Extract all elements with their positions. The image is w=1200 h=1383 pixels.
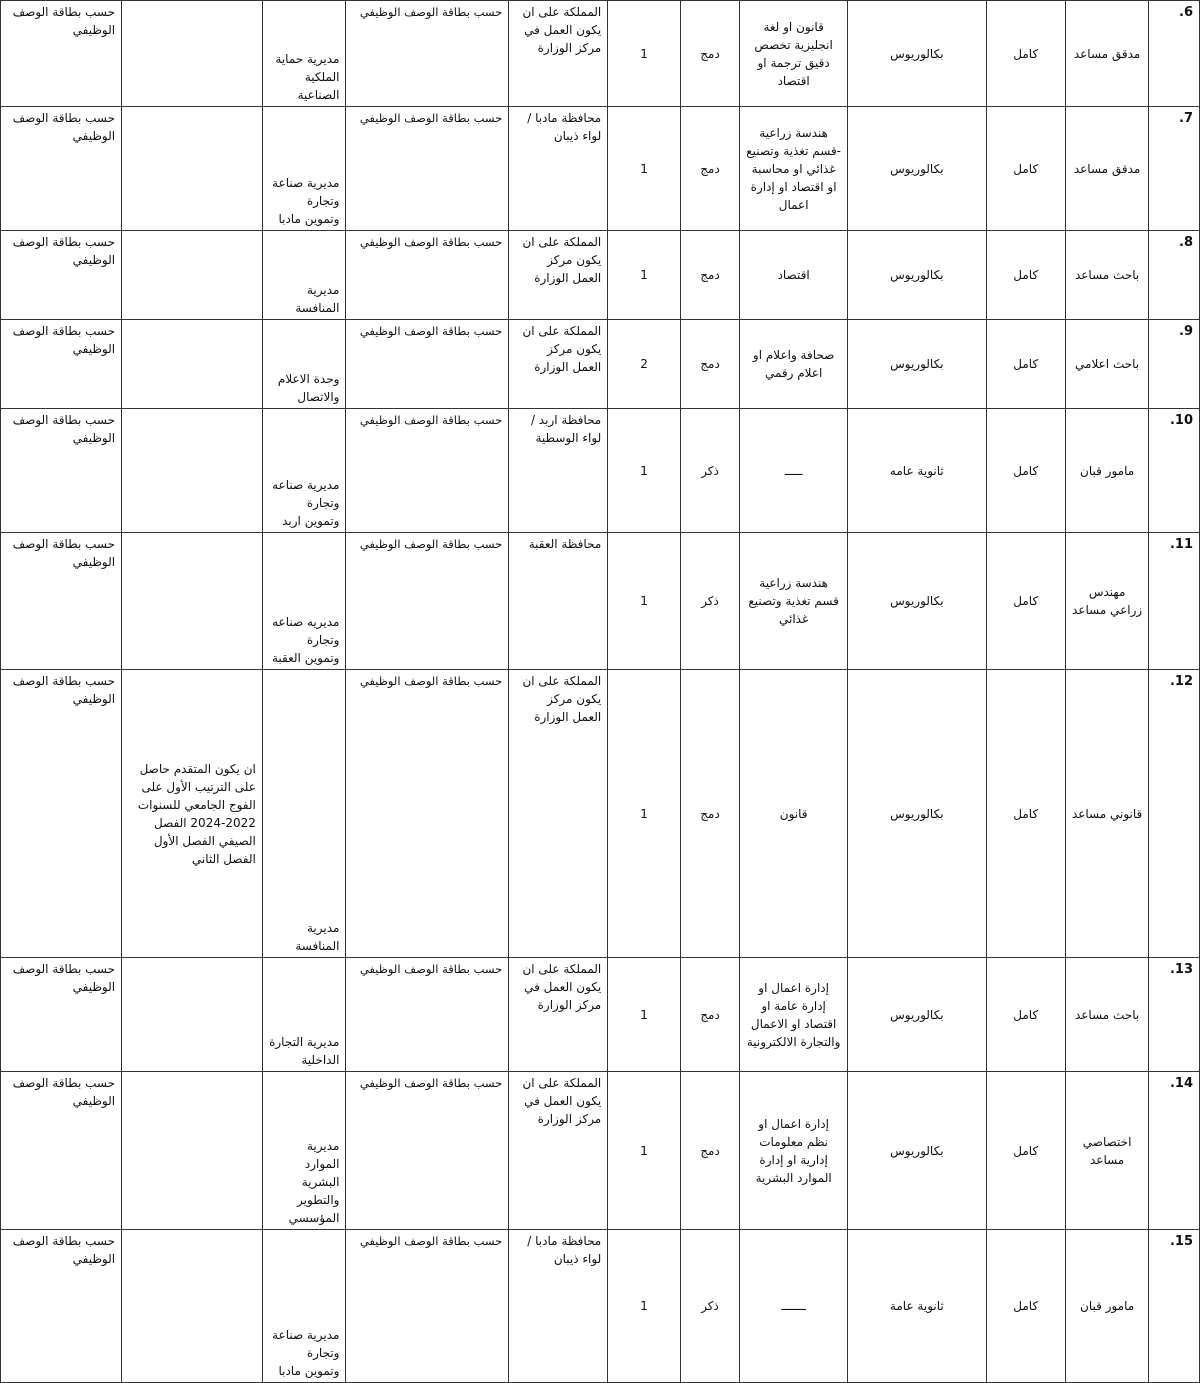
cell-directorate: مديرية صناعة وتجارة وتموين مادبا	[262, 107, 346, 231]
cell-conditions: حسب بطاقة الوصف الوظيفي	[346, 1, 509, 107]
cell-count: 1	[608, 1, 681, 107]
cell-count: 1	[608, 409, 681, 533]
cell-directorate: مديرية المنافسة	[262, 670, 346, 958]
cell-degree: بكالوريوس	[848, 533, 987, 670]
cell-tasks: حسب بطاقة الوصف الوظيفي	[1, 958, 122, 1072]
cell-tasks: حسب بطاقة الوصف الوظيفي	[1, 670, 122, 958]
cell-tasks: حسب بطاقة الوصف الوظيفي	[1, 1072, 122, 1230]
cell-location: المملكة على ان يكون مركز العمل الوزارة	[509, 670, 608, 958]
table-body	[1, 1, 1200, 1383]
cell-count: 1	[608, 1230, 681, 1383]
table-row	[1, 320, 1200, 409]
cell-title: مهندس زراعي مساعد	[1065, 533, 1149, 670]
cell-num: 14.	[1149, 1072, 1200, 1230]
cell-tasks: حسب بطاقة الوصف الوظيفي	[1, 231, 122, 320]
cell-gender: دمج	[680, 231, 739, 320]
cell-notes: ان يكون المتقدم حاصل على الترتيب الأول على الفوج الجامعي للسنوات 2022-2024 الفصل الصيفي الفصل الأول الفصل الثاني	[122, 670, 263, 958]
cell-conditions: حسب بطاقة الوصف الوظيفي	[346, 958, 509, 1072]
cell-degree: بكالوريوس	[848, 231, 987, 320]
cell-count: 2	[608, 320, 681, 409]
cell-conditions: حسب بطاقة الوصف الوظيفي	[346, 320, 509, 409]
table-row	[1, 231, 1200, 320]
cell-notes	[122, 1230, 263, 1383]
cell-location: المملكة على ان يكون العمل في مركز الوزارة	[509, 958, 608, 1072]
cell-major: صحافة واعلام او اعلام رقمي	[740, 320, 848, 409]
cell-title: مامور قبان	[1065, 1230, 1149, 1383]
cell-notes	[122, 958, 263, 1072]
cell-notes	[122, 320, 263, 409]
cell-notes	[122, 231, 263, 320]
cell-location: محافظة مادبا / لواء ذيبان	[509, 1230, 608, 1383]
cell-major: إدارة اعمال او نظم معلومات إدارية او إدارة الموارد البشرية	[740, 1072, 848, 1230]
cell-location: محافظة اربد / لواء الوسطية	[509, 409, 608, 533]
cell-conditions: حسب بطاقة الوصف الوظيفي	[346, 670, 509, 958]
cell-count: 1	[608, 107, 681, 231]
cell-tasks: حسب بطاقة الوصف الوظيفي	[1, 320, 122, 409]
cell-title: اختصاصي مساعد	[1065, 1072, 1149, 1230]
cell-directorate: مديريه صناعه وتجارة وتموين العقبة	[262, 533, 346, 670]
cell-location: المملكة على ان يكون العمل في مركز الوزارة	[509, 1, 608, 107]
cell-tasks: حسب بطاقة الوصف الوظيفي	[1, 533, 122, 670]
cell-type: كامل	[986, 958, 1065, 1072]
cell-type: كامل	[986, 409, 1065, 533]
cell-major: اقتصاد	[740, 231, 848, 320]
cell-title: باحث مساعد	[1065, 231, 1149, 320]
cell-major: قانون	[740, 670, 848, 958]
cell-directorate: مديرية صناعة وتجارة وتموين مادبا	[262, 1230, 346, 1383]
cell-degree: بكالوريوس	[848, 320, 987, 409]
cell-gender: دمج	[680, 958, 739, 1072]
cell-location: المملكة على ان يكون مركز العمل الوزارة	[509, 231, 608, 320]
cell-title: مامور قبان	[1065, 409, 1149, 533]
cell-type: كامل	[986, 1230, 1065, 1383]
cell-count: 1	[608, 1072, 681, 1230]
cell-num: 6.	[1149, 1, 1200, 107]
cell-gender: دمج	[680, 1072, 739, 1230]
cell-title: قانوني مساعد	[1065, 670, 1149, 958]
cell-degree: ثانوية عامة	[848, 1230, 987, 1383]
cell-type: كامل	[986, 1072, 1065, 1230]
table-row	[1, 533, 1200, 670]
cell-conditions: حسب بطاقة الوصف الوظيفي	[346, 231, 509, 320]
cell-conditions: حسب بطاقة الوصف الوظيفي	[346, 533, 509, 670]
cell-type: كامل	[986, 670, 1065, 958]
cell-gender: دمج	[680, 1, 739, 107]
cell-title: مدقق مساعد	[1065, 107, 1149, 231]
cell-notes	[122, 1, 263, 107]
cell-num: 13.	[1149, 958, 1200, 1072]
cell-major: قانون او لغة انجليزية تخصص دقيق ترجمة او اقتصاد	[740, 1, 848, 107]
cell-location: محافظة مادبا / لواء ذيبان	[509, 107, 608, 231]
cell-tasks: حسب بطاقة الوصف الوظيفي	[1, 1, 122, 107]
cell-gender: ذكر	[680, 533, 739, 670]
cell-location: محافظة العقبة	[509, 533, 608, 670]
cell-type: كامل	[986, 1, 1065, 107]
cell-degree: بكالوريوس	[848, 107, 987, 231]
table-row	[1, 1230, 1200, 1383]
cell-num: 7.	[1149, 107, 1200, 231]
cell-tasks: حسب بطاقة الوصف الوظيفي	[1, 1230, 122, 1383]
cell-major: ـــــ	[740, 409, 848, 533]
cell-gender: ذكر	[680, 1230, 739, 1383]
cell-directorate: مديرية الموارد البشرية والتطوير المؤسسي	[262, 1072, 346, 1230]
cell-gender: دمج	[680, 670, 739, 958]
cell-conditions: حسب بطاقة الوصف الوظيفي	[346, 1072, 509, 1230]
cell-conditions: حسب بطاقة الوصف الوظيفي	[346, 1230, 509, 1383]
cell-notes	[122, 533, 263, 670]
cell-num: 11.	[1149, 533, 1200, 670]
cell-num: 9.	[1149, 320, 1200, 409]
table-row	[1, 958, 1200, 1072]
cell-title: باحث اعلامي	[1065, 320, 1149, 409]
table-row	[1, 409, 1200, 533]
cell-major: هندسة زراعية -قسم تغذية وتصنيع غذائي او محاسبة او اقتصاد او إدارة اعمال	[740, 107, 848, 231]
cell-gender: دمج	[680, 107, 739, 231]
cell-directorate: مديرية صناعه وتجارة وتموين اربد	[262, 409, 346, 533]
cell-tasks: حسب بطاقة الوصف الوظيفي	[1, 409, 122, 533]
cell-num: 15.	[1149, 1230, 1200, 1383]
table-row	[1, 670, 1200, 958]
table-row	[1, 1, 1200, 107]
cell-num: 10.	[1149, 409, 1200, 533]
cell-location: المملكة على ان يكون العمل في مركز الوزارة	[509, 1072, 608, 1230]
table-row	[1, 107, 1200, 231]
cell-major: إدارة اعمال او إدارة عامة او اقتصاد او الاعمال والتجارة الالكترونية	[740, 958, 848, 1072]
cell-directorate: مديرية المنافسة	[262, 231, 346, 320]
cell-directorate: مديرية التجارة الداخلية	[262, 958, 346, 1072]
cell-notes	[122, 107, 263, 231]
table-row	[1, 1072, 1200, 1230]
cell-degree: بكالوريوس	[848, 670, 987, 958]
cell-num: 8.	[1149, 231, 1200, 320]
cell-type: كامل	[986, 107, 1065, 231]
cell-directorate: مديرية حماية الملكية الصناعية	[262, 1, 346, 107]
cell-type: كامل	[986, 231, 1065, 320]
cell-notes	[122, 1072, 263, 1230]
cell-degree: بكالوريوس	[848, 1072, 987, 1230]
cell-degree: ثانوية عامه	[848, 409, 987, 533]
cell-num: 12.	[1149, 670, 1200, 958]
cell-title: باحث مساعد	[1065, 958, 1149, 1072]
cell-directorate: وحدة الاعلام والاتصال	[262, 320, 346, 409]
cell-gender: ذكر	[680, 409, 739, 533]
cell-major: ـــــــ	[740, 1230, 848, 1383]
cell-type: كامل	[986, 320, 1065, 409]
cell-notes	[122, 409, 263, 533]
cell-conditions: حسب بطاقة الوصف الوظيفي	[346, 107, 509, 231]
cell-count: 1	[608, 533, 681, 670]
cell-degree: بكالوريوس	[848, 958, 987, 1072]
cell-type: كامل	[986, 533, 1065, 670]
cell-conditions: حسب بطاقة الوصف الوظيفي	[346, 409, 509, 533]
cell-title: مدقق مساعد	[1065, 1, 1149, 107]
cell-gender: دمج	[680, 320, 739, 409]
cell-location: المملكة على ان يكون مركز العمل الوزارة	[509, 320, 608, 409]
cell-count: 1	[608, 231, 681, 320]
cell-count: 1	[608, 670, 681, 958]
cell-tasks: حسب بطاقة الوصف الوظيفي	[1, 107, 122, 231]
cell-degree: بكالوريوس	[848, 1, 987, 107]
cell-major: هندسة زراعية قسم تغذية وتصنيع غذائي	[740, 533, 848, 670]
cell-count: 1	[608, 958, 681, 1072]
